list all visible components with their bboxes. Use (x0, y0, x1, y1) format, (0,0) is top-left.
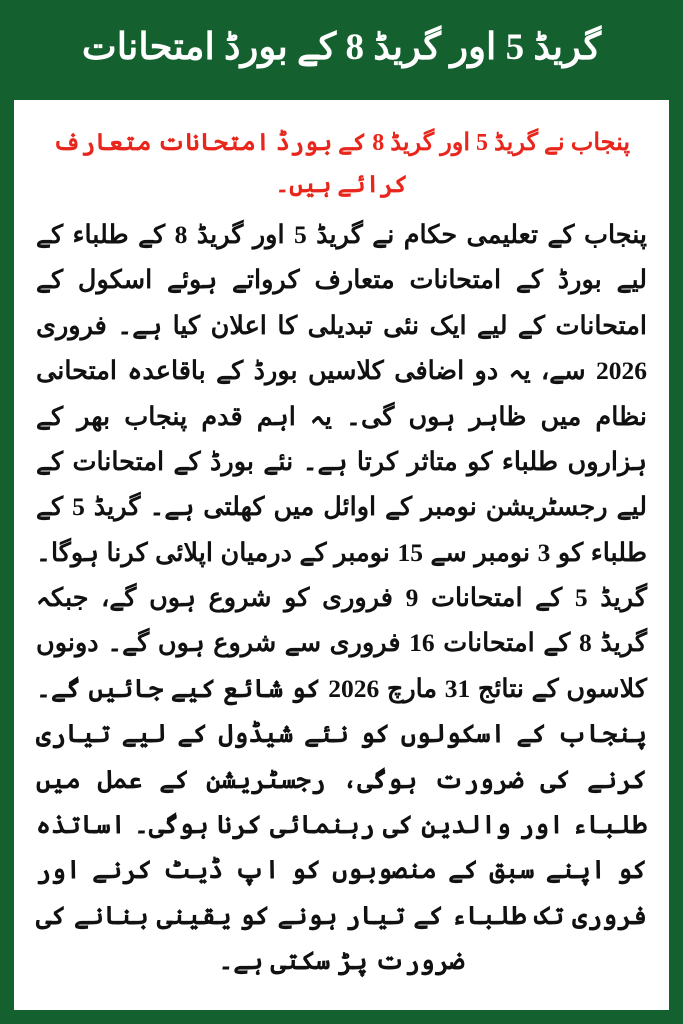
page-title: گریڈ 5 اور گریڈ 8 کے بورڈ امتحانات (81, 27, 602, 69)
content-card (14, 100, 669, 1010)
header-band (0, 0, 683, 100)
body-paragraph: پنجاب کے تعلیمی حکام نے گریڈ 5 اور گریڈ 8 کے طلباء کے لیے بورڈ کے امتحانات متعارف کرواتے ہوئے اسکول کے امتحانات کے لیے ایک نئی تبدیلی کا اعلان کیا ہے۔ فروری 2026 سے، یہ دو اضافی کلاسیں بورڈ کے باقاعدہ امتحانی نظام میں ظاہر ہوں گی۔ یہ اہم قدم پنجاب بھر کے ہزاروں طلباء کو متاثر کرتا ہے۔ نئے بورڈ کے امتحانات کے لیے رجسٹریشن نومبر کے اوائل میں کھلتی ہے۔ گریڈ 5 کے طلباء کو 3 نومبر سے 15 نومبر کے درمیان اپلائی کرنا ہوگا۔ گریڈ 5 کے امتحانات 9 فروری کو شروع ہوں گے، جبکہ گریڈ 8 کے امتحانات 16 فروری سے شروع ہوں گے۔ دونوں کلاسوں کے نتائج 31 مارچ 2026 کو شائع کیے جائیں گے۔ پنجاب کے اسکولوں کو نئے شیڈول کے لیے تیاری کرنے کی ضرورت ہوگی، رجسٹریشن کے عمل میں طلباء اور والدین کی رہنمائی کرنا ہوگی۔ اساتذہ کو اپنے سبق کے منصوبوں کو اپ ڈیٹ کرنے اور فروری تک طلباء کے تیار ہونے کو یقینی بنانے کی ضرورت پڑ سکتی ہے۔ (36, 220, 648, 975)
subtitle-text: پنجاب نے گریڈ 5 اور گریڈ 8 کے بورڈ امتحانات متعارف کرائے ہیں۔ (52, 130, 631, 198)
